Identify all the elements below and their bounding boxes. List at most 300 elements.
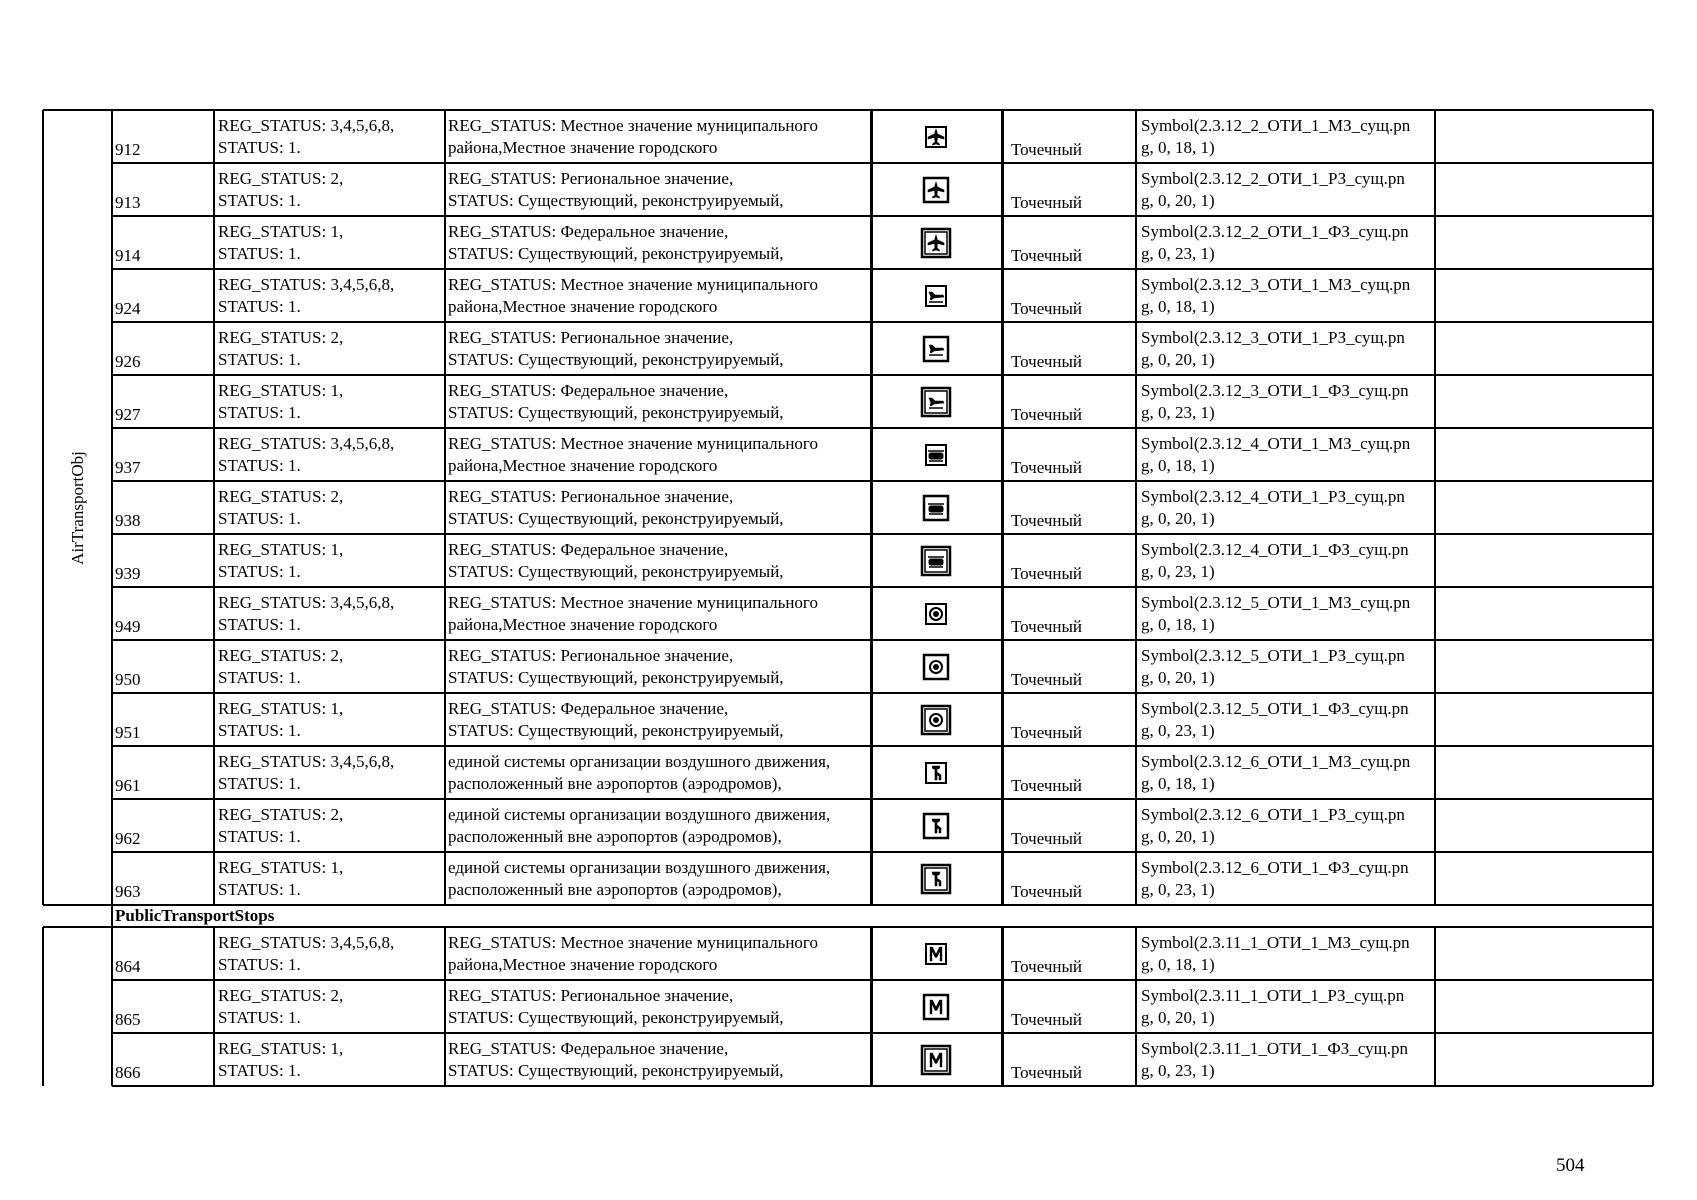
status-description-line-1: REG_STATUS: Местное значение муниципального bbox=[448, 275, 818, 294]
reg-status-filter bbox=[218, 592, 394, 636]
reg-status-filter-line-1: REG_STATUS: 3,4,5,6,8, bbox=[218, 933, 395, 952]
column-divider bbox=[213, 428, 215, 481]
column-divider bbox=[1652, 1033, 1654, 1086]
column-divider bbox=[1001, 428, 1004, 481]
column-divider bbox=[1135, 269, 1137, 322]
symbol-definition-line-2: g, 0, 20, 1) bbox=[1141, 1008, 1215, 1027]
column-divider bbox=[1135, 428, 1137, 481]
symbol-definition-line-2: g, 0, 20, 1) bbox=[1141, 350, 1215, 369]
column-divider bbox=[1135, 640, 1137, 693]
symbol-definition bbox=[1141, 857, 1409, 901]
column-divider bbox=[1652, 640, 1654, 693]
column-divider bbox=[444, 216, 446, 269]
status-description-line-2: STATUS: Существующий, реконструируемый, bbox=[448, 1008, 784, 1027]
symbol-definition bbox=[1141, 985, 1404, 1029]
reg-status-filter-line-1: REG_STATUS: 3,4,5,6,8, bbox=[218, 593, 395, 612]
row-id: 913 bbox=[115, 193, 141, 212]
row-id: 939 bbox=[115, 564, 141, 583]
symbol-definition-line-1: Symbol(2.3.12_6_ОТИ_1_МЗ_сущ.pn bbox=[1141, 752, 1411, 771]
metro-m-icon bbox=[919, 1043, 953, 1077]
page-number: 504 bbox=[1556, 1155, 1585, 1176]
column-divider bbox=[1001, 163, 1004, 216]
status-description bbox=[448, 985, 784, 1029]
landing-plane-icon bbox=[919, 385, 953, 419]
symbol-definition-line-1: Symbol(2.3.12_2_ОТИ_1_РЗ_сущ.pn bbox=[1141, 169, 1405, 188]
reg-status-filter-line-1: REG_STATUS: 3,4,5,6,8, bbox=[218, 275, 395, 294]
symbol-definition-line-2: g, 0, 18, 1) bbox=[1141, 615, 1215, 634]
status-description bbox=[448, 645, 784, 689]
status-description-line-2: STATUS: Существующий, реконструируемый, bbox=[448, 403, 784, 422]
column-divider bbox=[1001, 693, 1004, 746]
column-divider bbox=[870, 693, 873, 746]
column-divider bbox=[444, 693, 446, 746]
section-title: PublicTransportStops bbox=[115, 906, 275, 925]
reg-status-filter bbox=[218, 274, 394, 318]
column-divider bbox=[213, 322, 215, 375]
column-divider bbox=[1001, 481, 1004, 534]
row-id: 937 bbox=[115, 458, 141, 477]
column-divider bbox=[1001, 322, 1004, 375]
symbol-definition-line-1: Symbol(2.3.11_1_ОТИ_1_МЗ_сущ.pn bbox=[1141, 933, 1410, 952]
column-divider bbox=[444, 322, 446, 375]
column-divider bbox=[1434, 110, 1436, 163]
symbol-definition bbox=[1141, 168, 1405, 212]
symbol-definition-line-2: g, 0, 18, 1) bbox=[1141, 774, 1215, 793]
column-divider bbox=[870, 799, 873, 852]
status-description bbox=[448, 539, 784, 583]
reg-status-filter-line-1: REG_STATUS: 2, bbox=[218, 646, 344, 665]
reg-status-filter-line-2: STATUS: 1. bbox=[218, 1061, 301, 1080]
control-tower-icon bbox=[919, 756, 953, 790]
symbol-definition-line-1: Symbol(2.3.12_3_ОТИ_1_МЗ_сущ.pn bbox=[1141, 275, 1411, 294]
reg-status-filter-line-1: REG_STATUS: 2, bbox=[218, 487, 344, 506]
symbol-definition-line-2: g, 0, 20, 1) bbox=[1141, 509, 1215, 528]
column-divider bbox=[870, 927, 873, 980]
reg-status-filter-line-2: STATUS: 1. bbox=[218, 244, 301, 263]
column-divider bbox=[213, 534, 215, 587]
column-divider bbox=[1434, 375, 1436, 428]
symbol-definition bbox=[1141, 932, 1410, 976]
column-divider bbox=[1652, 799, 1654, 852]
column-divider bbox=[444, 746, 446, 799]
status-description-line-2: STATUS: Существующий, реконструируемый, bbox=[448, 244, 784, 263]
symbol-definition-line-2: g, 0, 23, 1) bbox=[1141, 880, 1215, 899]
symbol-definition bbox=[1141, 751, 1410, 795]
symbol-definition-line-2: g, 0, 23, 1) bbox=[1141, 403, 1215, 422]
column-divider bbox=[1135, 587, 1137, 640]
column-divider bbox=[1135, 322, 1137, 375]
reg-status-filter-line-2: STATUS: 1. bbox=[218, 615, 301, 634]
column-divider bbox=[1652, 216, 1654, 269]
column-divider bbox=[1135, 1033, 1137, 1086]
symbol-definition bbox=[1141, 274, 1410, 318]
geometry-type: Точечный bbox=[1011, 564, 1083, 583]
table-row bbox=[43, 1033, 1653, 1086]
status-description-line-1: REG_STATUS: Федеральное значение, bbox=[448, 1039, 729, 1058]
row-id: 938 bbox=[115, 511, 141, 530]
row-divider bbox=[112, 215, 1653, 217]
row-id: 865 bbox=[115, 1010, 141, 1029]
column-divider bbox=[1652, 322, 1654, 375]
column-divider bbox=[870, 481, 873, 534]
symbol-definition-line-2: g, 0, 23, 1) bbox=[1141, 562, 1215, 581]
geometry-type: Точечный bbox=[1011, 617, 1083, 636]
geometry-type: Точечный bbox=[1011, 193, 1083, 212]
metro-m-icon bbox=[919, 990, 953, 1024]
symbol-definition bbox=[1141, 380, 1409, 424]
symbol-definition bbox=[1141, 433, 1410, 477]
reg-status-filter-line-1: REG_STATUS: 1, bbox=[218, 381, 344, 400]
column-divider bbox=[1135, 927, 1137, 980]
reg-status-filter-line-1: REG_STATUS: 1, bbox=[218, 540, 344, 559]
reg-status-filter-line-1: REG_STATUS: 1, bbox=[218, 1039, 344, 1058]
reg-status-filter-line-1: REG_STATUS: 1, bbox=[218, 222, 344, 241]
airplane-icon bbox=[919, 120, 953, 154]
reg-status-filter bbox=[218, 985, 343, 1029]
row-id: 924 bbox=[115, 299, 141, 318]
reg-status-filter bbox=[218, 698, 343, 742]
status-description-line-1: REG_STATUS: Региональное значение, bbox=[448, 169, 734, 188]
column-divider bbox=[1001, 640, 1004, 693]
column-divider bbox=[444, 587, 446, 640]
group-label-text: AirTransportObj bbox=[67, 450, 87, 565]
column-divider bbox=[444, 640, 446, 693]
status-description-line-2: района,Местное значение городского bbox=[448, 615, 718, 634]
column-divider bbox=[1135, 980, 1137, 1033]
column-divider bbox=[213, 110, 215, 163]
control-tower-icon bbox=[919, 809, 953, 843]
geometry-type: Точечный bbox=[1011, 405, 1083, 424]
column-divider bbox=[213, 163, 215, 216]
reg-status-filter-line-2: STATUS: 1. bbox=[218, 350, 301, 369]
column-divider bbox=[1001, 269, 1004, 322]
column-divider bbox=[1001, 852, 1004, 905]
row-divider bbox=[112, 427, 1653, 429]
symbol-definition-line-1: Symbol(2.3.12_2_ОТИ_1_МЗ_сущ.pn bbox=[1141, 116, 1411, 135]
geometry-type: Точечный bbox=[1011, 776, 1083, 795]
column-divider bbox=[213, 587, 215, 640]
status-description-line-2: STATUS: Существующий, реконструируемый, bbox=[448, 668, 784, 687]
column-divider bbox=[870, 163, 873, 216]
column-divider bbox=[1434, 269, 1436, 322]
column-divider bbox=[444, 1033, 446, 1086]
symbol-definition-line-2: g, 0, 18, 1) bbox=[1141, 955, 1215, 974]
column-divider bbox=[111, 905, 113, 927]
reg-status-filter-line-2: STATUS: 1. bbox=[218, 880, 301, 899]
symbol-definition-line-1: Symbol(2.3.11_1_ОТИ_1_РЗ_сущ.pn bbox=[1141, 986, 1405, 1005]
column-divider bbox=[1001, 799, 1004, 852]
table-row bbox=[43, 269, 1653, 322]
row-id: 914 bbox=[115, 246, 141, 265]
row-divider bbox=[112, 586, 1653, 588]
table-row bbox=[43, 746, 1653, 799]
status-description bbox=[448, 168, 784, 212]
reg-status-filter bbox=[218, 804, 343, 848]
reg-status-filter-line-2: STATUS: 1. bbox=[218, 191, 301, 210]
column-divider bbox=[1652, 587, 1654, 640]
table-row bbox=[43, 110, 1653, 163]
row-id: 927 bbox=[115, 405, 141, 424]
column-divider bbox=[1434, 799, 1436, 852]
status-description-line-2: района,Местное значение городского bbox=[448, 297, 718, 316]
reg-status-filter bbox=[218, 168, 343, 212]
status-description-line-2: района,Местное значение городского bbox=[448, 138, 718, 157]
column-divider bbox=[444, 428, 446, 481]
row-id: 926 bbox=[115, 352, 141, 371]
row-divider bbox=[112, 268, 1653, 270]
row-id: 962 bbox=[115, 829, 141, 848]
symbol-definition-line-2: g, 0, 23, 1) bbox=[1141, 244, 1215, 263]
status-description bbox=[448, 932, 818, 976]
status-description-line-2: района,Местное значение городского bbox=[448, 456, 718, 475]
reg-status-filter-line-1: REG_STATUS: 3,4,5,6,8, bbox=[218, 434, 395, 453]
column-divider bbox=[1001, 1033, 1004, 1086]
symbol-definition-line-2: g, 0, 18, 1) bbox=[1141, 297, 1215, 316]
reg-status-filter-line-2: STATUS: 1. bbox=[218, 138, 301, 157]
column-divider bbox=[870, 640, 873, 693]
reg-status-filter-line-1: REG_STATUS: 2, bbox=[218, 328, 344, 347]
row-id: 866 bbox=[115, 1063, 141, 1082]
column-divider bbox=[111, 980, 113, 1033]
status-description-line-1: REG_STATUS: Региональное значение, bbox=[448, 986, 734, 1005]
column-divider bbox=[1434, 428, 1436, 481]
row-id: 949 bbox=[115, 617, 141, 636]
symbol-definition bbox=[1141, 327, 1405, 371]
group-label bbox=[43, 110, 112, 905]
symbol-definition-line-1: Symbol(2.3.12_4_ОТИ_1_ФЗ_сущ.pn bbox=[1141, 540, 1409, 559]
metro-m-icon bbox=[919, 937, 953, 971]
helicopter-icon bbox=[919, 438, 953, 472]
status-description bbox=[448, 592, 818, 636]
symbol-definition bbox=[1141, 539, 1409, 583]
status-description-line-1: единой системы организации воздушного движения, bbox=[448, 858, 831, 877]
status-description-line-2: расположенный вне аэропортов (аэродромов), bbox=[448, 827, 782, 846]
symbol-definition-line-1: Symbol(2.3.12_5_ОТИ_1_МЗ_сущ.pn bbox=[1141, 593, 1411, 612]
column-divider bbox=[1434, 216, 1436, 269]
symbol-definition-line-1: Symbol(2.3.12_4_ОТИ_1_МЗ_сущ.pn bbox=[1141, 434, 1411, 453]
status-description bbox=[448, 380, 784, 424]
column-divider bbox=[111, 1033, 113, 1086]
landing-plane-icon bbox=[919, 332, 953, 366]
column-divider bbox=[213, 1033, 215, 1086]
status-description-line-1: REG_STATUS: Местное значение муниципального bbox=[448, 933, 818, 952]
column-divider bbox=[1001, 375, 1004, 428]
symbol-definition bbox=[1141, 804, 1405, 848]
status-description-line-1: REG_STATUS: Местное значение муниципального bbox=[448, 593, 818, 612]
reg-status-filter bbox=[218, 433, 394, 477]
table-row bbox=[43, 587, 1653, 640]
row-divider bbox=[112, 926, 1653, 928]
symbol-definition-line-2: g, 0, 18, 1) bbox=[1141, 456, 1215, 475]
geometry-type: Точечный bbox=[1011, 246, 1083, 265]
symbol-definition-line-2: g, 0, 23, 1) bbox=[1141, 1061, 1215, 1080]
column-divider bbox=[444, 980, 446, 1033]
column-divider bbox=[1652, 905, 1654, 927]
row-divider bbox=[112, 1032, 1653, 1034]
table-row bbox=[43, 927, 1653, 980]
row-divider bbox=[112, 162, 1653, 164]
column-divider bbox=[1652, 746, 1654, 799]
status-description bbox=[448, 698, 784, 742]
symbol-definition-line-1: Symbol(2.3.12_6_ОТИ_1_РЗ_сущ.pn bbox=[1141, 805, 1405, 824]
row-divider bbox=[112, 480, 1653, 482]
table-row bbox=[43, 799, 1653, 852]
row-divider bbox=[112, 639, 1653, 641]
column-divider bbox=[1434, 852, 1436, 905]
row-divider bbox=[112, 692, 1653, 694]
row-id: 864 bbox=[115, 957, 141, 976]
status-description-line-1: REG_STATUS: Региональное значение, bbox=[448, 646, 734, 665]
status-description bbox=[448, 1038, 784, 1082]
status-description bbox=[448, 433, 818, 477]
geometry-type: Точечный bbox=[1011, 140, 1083, 159]
geometry-type: Точечный bbox=[1011, 299, 1083, 318]
status-description bbox=[448, 274, 818, 318]
row-divider bbox=[112, 745, 1653, 747]
helicopter-icon bbox=[919, 544, 953, 578]
reg-status-filter-line-2: STATUS: 1. bbox=[218, 456, 301, 475]
table-row bbox=[43, 322, 1653, 375]
table-row bbox=[43, 852, 1653, 905]
symbol-definition bbox=[1141, 698, 1409, 742]
table-row bbox=[43, 481, 1653, 534]
symbol-definition-line-2: g, 0, 20, 1) bbox=[1141, 668, 1215, 687]
reg-status-filter-line-2: STATUS: 1. bbox=[218, 403, 301, 422]
reg-status-filter-line-1: REG_STATUS: 1, bbox=[218, 699, 344, 718]
status-description bbox=[448, 115, 818, 159]
reg-status-filter bbox=[218, 539, 343, 583]
column-divider bbox=[1434, 322, 1436, 375]
row-divider bbox=[112, 109, 1653, 111]
reg-status-filter bbox=[218, 221, 343, 265]
status-description-line-2: STATUS: Существующий, реконструируемый, bbox=[448, 721, 784, 740]
reg-status-filter bbox=[218, 486, 343, 530]
column-divider bbox=[1434, 980, 1436, 1033]
symbol-definition-line-1: Symbol(2.3.12_6_ОТИ_1_ФЗ_сущ.pn bbox=[1141, 858, 1409, 877]
symbol-definition-line-1: Symbol(2.3.12_3_ОТИ_1_ФЗ_сущ.pn bbox=[1141, 381, 1409, 400]
column-divider bbox=[444, 110, 446, 163]
symbol-definition bbox=[1141, 115, 1410, 159]
column-divider bbox=[444, 927, 446, 980]
table-row bbox=[43, 163, 1653, 216]
symbol-definition bbox=[1141, 1038, 1408, 1082]
geometry-type: Точечный bbox=[1011, 1063, 1083, 1082]
reg-status-filter-line-2: STATUS: 1. bbox=[218, 562, 301, 581]
table-row bbox=[43, 216, 1653, 269]
column-divider bbox=[213, 216, 215, 269]
status-description-line-2: STATUS: Существующий, реконструируемый, bbox=[448, 562, 784, 581]
row-id: 950 bbox=[115, 670, 141, 689]
column-divider bbox=[1652, 269, 1654, 322]
table-row bbox=[43, 980, 1653, 1033]
status-description-line-1: REG_STATUS: Местное значение муниципального bbox=[448, 434, 818, 453]
reg-status-filter bbox=[218, 932, 394, 976]
column-divider bbox=[1135, 852, 1137, 905]
column-divider bbox=[1001, 216, 1004, 269]
status-description-line-2: расположенный вне аэропортов (аэродромов), bbox=[448, 880, 782, 899]
column-divider bbox=[213, 375, 215, 428]
row-divider bbox=[112, 374, 1653, 376]
row-id: 963 bbox=[115, 882, 141, 901]
column-divider bbox=[1434, 481, 1436, 534]
column-divider bbox=[870, 110, 873, 163]
status-description-line-1: REG_STATUS: Федеральное значение, bbox=[448, 381, 729, 400]
row-id: 912 bbox=[115, 140, 141, 159]
geometry-type: Точечный bbox=[1011, 829, 1083, 848]
column-divider bbox=[870, 1033, 873, 1086]
reg-status-filter bbox=[218, 380, 343, 424]
status-description-line-1: REG_STATUS: Местное значение муниципального bbox=[448, 116, 818, 135]
symbol-definition-line-1: Symbol(2.3.12_4_ОТИ_1_РЗ_сущ.pn bbox=[1141, 487, 1405, 506]
column-divider bbox=[1652, 110, 1654, 163]
column-divider bbox=[444, 481, 446, 534]
reg-status-filter bbox=[218, 1038, 343, 1082]
column-divider bbox=[1001, 587, 1004, 640]
column-divider bbox=[1135, 163, 1137, 216]
column-divider bbox=[870, 980, 873, 1033]
reg-status-filter bbox=[218, 645, 343, 689]
column-divider bbox=[213, 269, 215, 322]
column-divider bbox=[213, 799, 215, 852]
reg-status-filter-line-1: REG_STATUS: 2, bbox=[218, 986, 344, 1005]
target-circle-icon bbox=[919, 650, 953, 684]
row-id: 951 bbox=[115, 723, 141, 742]
geometry-type: Точечный bbox=[1011, 882, 1083, 901]
symbol-definition-line-2: g, 0, 18, 1) bbox=[1141, 138, 1215, 157]
symbol-definition-line-1: Symbol(2.3.11_1_ОТИ_1_ФЗ_сущ.pn bbox=[1141, 1039, 1408, 1058]
column-divider bbox=[1135, 799, 1137, 852]
row-divider bbox=[112, 851, 1653, 853]
status-description-line-1: REG_STATUS: Федеральное значение, bbox=[448, 699, 729, 718]
helicopter-icon bbox=[919, 491, 953, 525]
symbol-definition-line-1: Symbol(2.3.12_5_ОТИ_1_ФЗ_сущ.pn bbox=[1141, 699, 1409, 718]
reg-status-filter-line-2: STATUS: 1. bbox=[218, 668, 301, 687]
airplane-icon bbox=[919, 173, 953, 207]
column-divider bbox=[213, 852, 215, 905]
row-divider bbox=[112, 979, 1653, 981]
symbol-definition-line-1: Symbol(2.3.12_5_ОТИ_1_РЗ_сущ.pn bbox=[1141, 646, 1405, 665]
column-divider bbox=[1652, 428, 1654, 481]
column-divider bbox=[213, 693, 215, 746]
reg-status-filter-line-1: REG_STATUS: 2, bbox=[218, 805, 344, 824]
airplane-icon bbox=[919, 226, 953, 260]
geometry-type: Точечный bbox=[1011, 458, 1083, 477]
reg-status-filter bbox=[218, 857, 343, 901]
column-divider bbox=[1434, 534, 1436, 587]
column-divider bbox=[870, 852, 873, 905]
column-divider bbox=[870, 269, 873, 322]
table-row bbox=[43, 375, 1653, 428]
row-divider bbox=[112, 321, 1653, 323]
reg-status-filter-line-1: REG_STATUS: 3,4,5,6,8, bbox=[218, 116, 395, 135]
column-divider bbox=[1434, 927, 1436, 980]
column-divider bbox=[1001, 980, 1004, 1033]
reg-status-filter-line-2: STATUS: 1. bbox=[218, 1008, 301, 1027]
table-row bbox=[43, 534, 1653, 587]
reg-status-filter-line-2: STATUS: 1. bbox=[218, 297, 301, 316]
column-divider bbox=[213, 746, 215, 799]
symbol-definition-line-2: g, 0, 20, 1) bbox=[1141, 827, 1215, 846]
table-row bbox=[43, 428, 1653, 481]
column-divider bbox=[1001, 927, 1004, 980]
column-divider bbox=[870, 216, 873, 269]
reg-status-filter-line-2: STATUS: 1. bbox=[218, 955, 301, 974]
column-divider bbox=[213, 640, 215, 693]
column-divider bbox=[1135, 693, 1137, 746]
column-divider bbox=[1434, 640, 1436, 693]
column-divider bbox=[1652, 163, 1654, 216]
symbol-definition-line-1: Symbol(2.3.12_3_ОТИ_1_РЗ_сущ.pn bbox=[1141, 328, 1405, 347]
